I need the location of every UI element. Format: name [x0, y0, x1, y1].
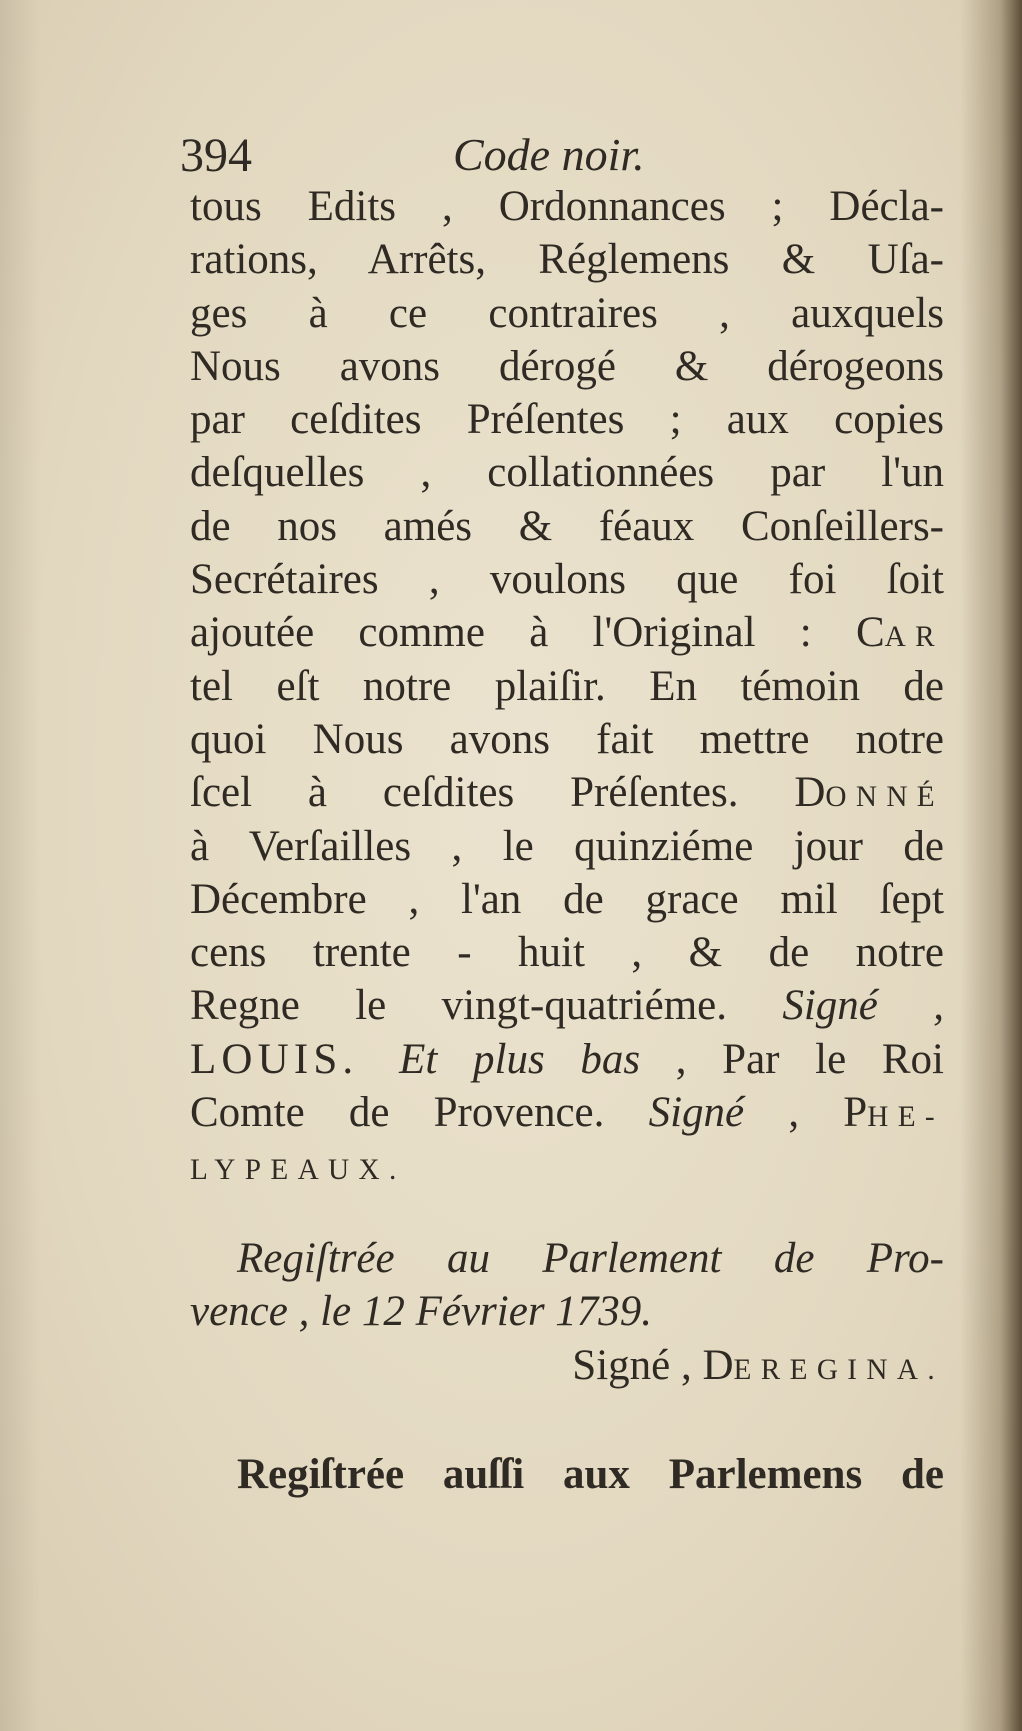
text-line [190, 500, 944, 553]
text-segment: tel eſt notre plaiſir. En témoin de [190, 662, 944, 710]
text-segment: ajoutée comme à l'Original : C [190, 609, 885, 657]
text-segment: rations, Arrêts, Réglemens & Uſa- [190, 236, 944, 284]
text-line [190, 553, 944, 606]
text-line [190, 1033, 944, 1086]
text-line [190, 340, 944, 393]
text-segment: quoi Nous avons fait mettre notre [190, 715, 944, 763]
text-segment: Signé [648, 1089, 745, 1137]
text-segment: cens trente - huit , & de notre [190, 929, 944, 977]
page-number: 394 [180, 129, 252, 182]
text-segment: Regiſtrée auſſi aux Parlemens de [237, 1450, 944, 1498]
text-segment: , P [744, 1089, 868, 1137]
text-segment: de nos amés & féaux Conſeillers- [190, 502, 944, 550]
registration-line [190, 1285, 944, 1338]
text-line [190, 766, 944, 819]
text-segment: LYPEAUX. [190, 1154, 406, 1187]
text-line [190, 233, 944, 286]
page-header [180, 128, 940, 188]
text-segment: Comte de Provence. [190, 1089, 649, 1137]
text-segment: ONNÉ [825, 781, 944, 814]
text-segment: AR [884, 621, 944, 654]
text-segment: vence , le 12 Février 1739. [190, 1288, 653, 1336]
text-segment: Regiſtrée au Parlement de Pro- [237, 1235, 944, 1282]
text-line [190, 713, 944, 766]
text-segment: Nous avons dérogé & dérogeons [190, 342, 944, 390]
running-title: Code noir. [453, 129, 645, 180]
registration-line [190, 1339, 944, 1392]
text-segment: Signé , [782, 982, 944, 1030]
text-segment: EREGINA. [733, 1353, 944, 1386]
text-segment: Secrétaires , voulons que foi ſoit [190, 556, 944, 604]
text-line [190, 393, 944, 446]
text-segment: par ceſdites Préſentes ; aux copies [190, 396, 944, 444]
text-segment: à Verſailles , le quinziéme jour de [190, 822, 944, 870]
text-segment: Décembre , l'an de grace mil ſept [190, 875, 944, 923]
text-segment: deſquelles , collationnées par l'un [190, 449, 944, 497]
spacer [190, 1392, 944, 1448]
registration-line [190, 1232, 944, 1285]
text-segment: Regne le vingt-quatriéme. [190, 982, 783, 1030]
text-line [190, 979, 944, 1032]
text-segment: Signé , D [572, 1341, 734, 1389]
text-segment: LOUIS. [190, 1035, 400, 1083]
text-line [190, 660, 944, 713]
registration-line [190, 1448, 944, 1501]
text-segment: tous Edits , Ordonnances ; Décla- [190, 183, 944, 230]
text-segment: , Par le Roi [640, 1035, 944, 1083]
text-line [190, 820, 944, 873]
text-line [190, 1139, 944, 1192]
text-line [190, 873, 944, 926]
text-segment: ſcel à ceſdites Préſentes. D [190, 769, 826, 817]
body-text [190, 180, 944, 1193]
text-line [190, 287, 944, 340]
text-segment: ges à ce contraires , auxquels [190, 289, 944, 337]
text-line [190, 606, 944, 659]
text-line [190, 926, 944, 979]
registration-note [190, 1232, 944, 1501]
text-segment: Et plus bas [399, 1035, 641, 1083]
text-line [190, 446, 944, 499]
text-line [190, 1086, 944, 1139]
text-line [190, 180, 944, 233]
text-segment: HE- [867, 1101, 944, 1134]
